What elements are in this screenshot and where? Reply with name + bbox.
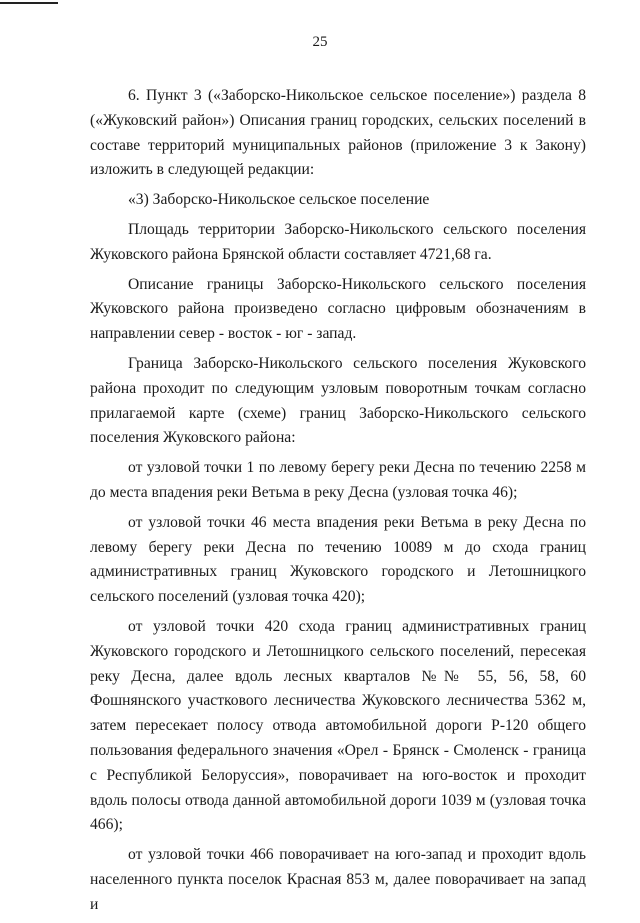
paragraph-boundary-intro: Граница Заборско-Никольского сельского поселения Жуковского района проходит по следующим узловым поворотным точкам согласно прилагаемой карте (схеме) границ Заборско-Никольского сельского поселения Жуковского района: (90, 354, 586, 447)
document-body (90, 84, 586, 923)
paragraph-point-46: от узловой точки 46 места впадения реки Ветьма в реку Десна по левому берегу реки Десна по течению 10089 м до схода границ административных границ Жуковского городского и Летошницкого сельского поселений (узловая точка 420); (90, 513, 586, 606)
paragraph-point-1: от узловой точки 1 по левому берегу реки Десна по течению 2258 м до места впадения реки Ветьма в реку Десна (узловая точка 46); (90, 459, 586, 501)
paragraph-boundary-description: Описание границы Заборско-Никольского сельского поселения Жуковского района произведено согласно цифровым обозначениям в направлении север - восток - юг - запад. (90, 275, 586, 343)
paragraph-item-6: 6. Пункт 3 («Заборско-Никольское сельское поселение») раздела 8 («Жуковский район») Описания границ городских, сельских поселений в составе территорий муниципальных районов (приложение 3 к Закону) изложить в следующей редакции: (90, 87, 586, 179)
corner-rule (0, 2, 58, 4)
page-number: 25 (312, 34, 328, 50)
paragraph-area: Площадь территории Заборско-Никольского сельского поселения Жуковского района Брянской области составляет 4721,68 га. (90, 220, 586, 263)
paragraph-point-420: от узловой точки 420 схода границ административных границ Жуковского городского и Летошницкого сельского поселений, пересекая реку Десна, далее вдоль лесных кварталов №№ 55, 56, 58, 60 Фошнянского участкового лесничества Жуковского лесничества 5362 м, затем пересекает полосу отвода автомобильной дороги Р-120 общего пользования федерального значения «Орел - Брянск - Смоленск - граница с Республикой Белоруссия», поворачивает на юго-восток и проходит вдоль полосы отвода данной автомобильной дороги 1039 м (узловая точка 466); (90, 617, 586, 834)
paragraph-point-466: от узловой точки 466 поворачивает на юго-запад и проходит вдоль населенного пункта поселок Красная 853 м, далее поворачивает на запад и (90, 846, 586, 913)
paragraph-section-heading: «3) Заборско-Никольское сельское поселение (128, 191, 430, 209)
